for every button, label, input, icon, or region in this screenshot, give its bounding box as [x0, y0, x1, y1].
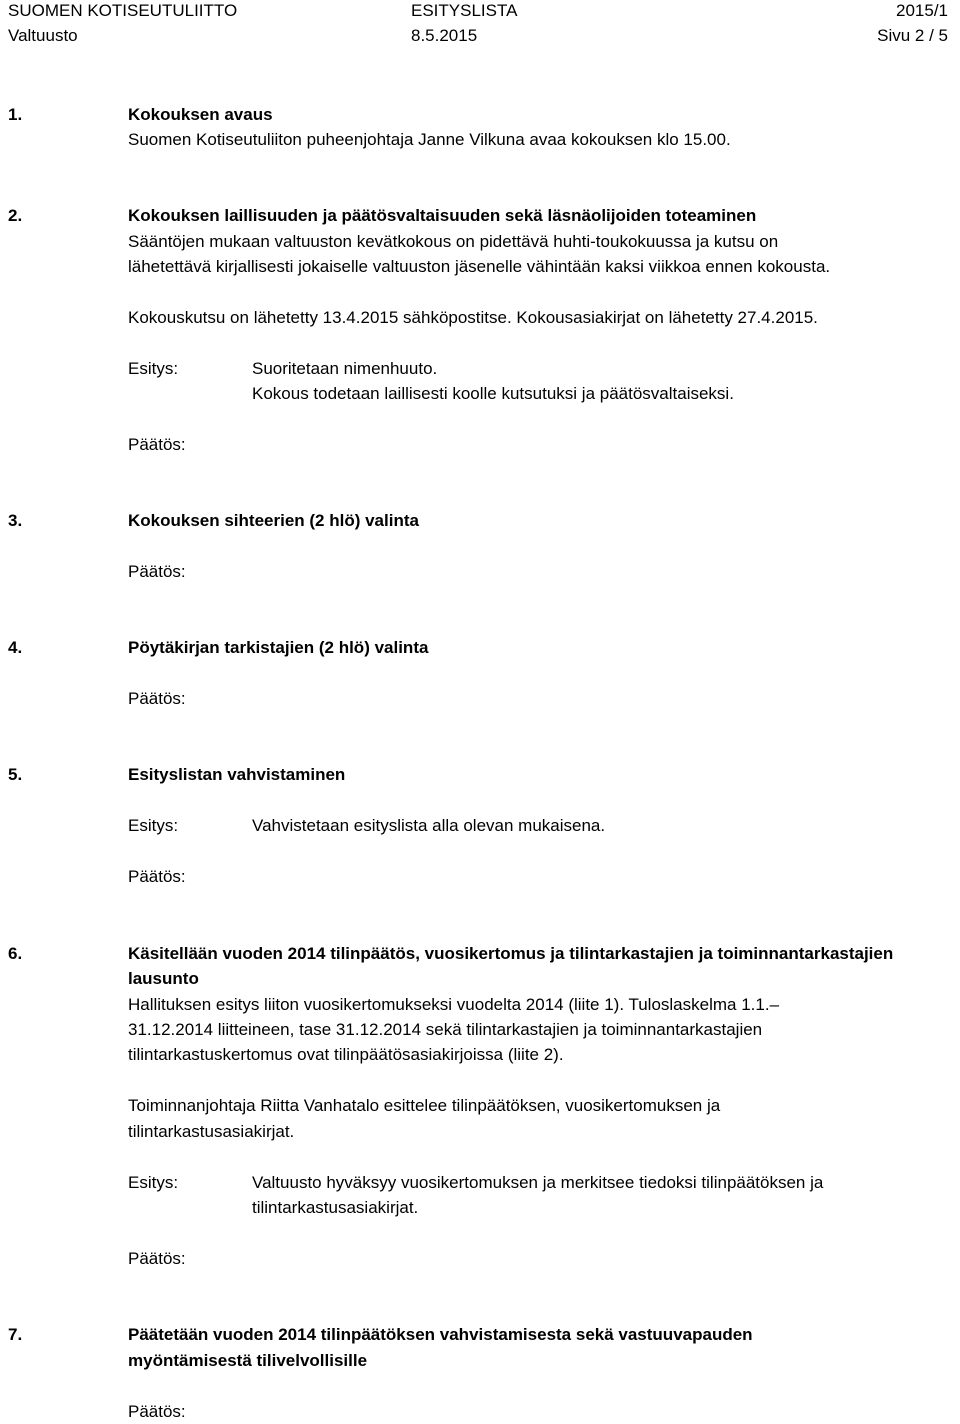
item-number: 2.: [8, 206, 23, 225]
item-note: Kokouskutsu on lähetetty 13.4.2015 sähköpostitse. Kokousasiakirjat on lähetetty 27.4.2015.: [128, 308, 818, 327]
proposal-label: Esitys:: [128, 816, 179, 835]
proposal-label: Esitys:: [128, 359, 179, 378]
proposal-line: Kokous todetaan laillisesti koolle kutsutuksi ja päätösvaltaiseksi.: [252, 384, 734, 403]
item-text-line: tilintarkastuskertomus ovat tilinpäätösasiakirjoissa (liite 2).: [128, 1045, 564, 1064]
item-title-line: lausunto: [128, 969, 199, 988]
proposal-label: Esitys:: [128, 1173, 179, 1192]
item-title-line: Päätetään vuoden 2014 tilinpäätöksen vahvistamisesta sekä vastuuvapauden: [128, 1325, 753, 1344]
decision-label: Päätös:: [128, 689, 186, 708]
item-number: 1.: [8, 105, 23, 124]
decision-label: Päätös:: [128, 1249, 186, 1268]
item-number: 6.: [8, 944, 23, 963]
item-number: 4.: [8, 638, 23, 657]
organization-name: SUOMEN KOTISEUTULIITTO: [8, 1, 238, 20]
proposal-line: Suoritetaan nimenhuuto.: [252, 359, 438, 378]
item-title-line: myöntämisestä tilivelvollisille: [128, 1351, 368, 1370]
item-number: 7.: [8, 1325, 23, 1344]
meeting-body: Valtuusto: [8, 26, 78, 45]
decision-label: Päätös:: [128, 435, 186, 454]
item-text-line: Hallituksen esitys liiton vuosikertomukseksi vuodelta 2014 (liite 1). Tuloslaskelma 1.1.–: [128, 995, 780, 1014]
item-number: 5.: [8, 765, 23, 784]
document-number: 2015/1: [896, 1, 948, 20]
item-title-line: Käsitellään vuoden 2014 tilinpäätös, vuosikertomus ja tilintarkastajien ja toiminnantarkastajien: [128, 944, 894, 963]
item-title: Esityslistan vahvistaminen: [128, 765, 346, 784]
presenter-line: tilintarkastusasiakirjat.: [128, 1122, 295, 1141]
document-type: ESITYSLISTA: [411, 1, 518, 20]
page-header-row-2: [8, 23, 948, 49]
item-text-line: 31.12.2014 liitteineen, tase 31.12.2014 sekä tilintarkastajien ja toiminnantarkastajien: [128, 1020, 763, 1039]
page-header-row-1: [8, 0, 948, 24]
page-number: Sivu 2 / 5: [877, 26, 948, 45]
decision-label: Päätös:: [128, 867, 186, 886]
item-title: Kokouksen avaus: [128, 105, 273, 124]
item-title: Pöytäkirjan tarkistajien (2 hlö) valinta: [128, 638, 429, 657]
presenter-line: Toiminnanjohtaja Riitta Vanhatalo esittelee tilinpäätöksen, vuosikertomuksen ja: [128, 1096, 721, 1115]
proposal-line: tilintarkastusasiakirjat.: [252, 1198, 419, 1217]
item-number: 3.: [8, 511, 23, 530]
decision-label: Päätös:: [128, 1402, 186, 1421]
item-title: Kokouksen laillisuuden ja päätösvaltaisuuden sekä läsnäolijoiden toteaminen: [128, 206, 757, 225]
proposal-text: Vahvistetaan esityslista alla olevan mukaisena.: [252, 816, 606, 835]
decision-label: Päätös:: [128, 562, 186, 581]
item-text-line: Sääntöjen mukaan valtuuston kevätkokous on pidettävä huhti-toukokuussa ja kutsu on: [128, 232, 779, 251]
item-text-line: lähetettävä kirjallisesti jokaiselle valtuuston jäsenelle vähintään kaksi viikkoa ennen kokousta.: [128, 257, 831, 276]
item-title: Kokouksen sihteerien (2 hlö) valinta: [128, 511, 419, 530]
meeting-date: 8.5.2015: [411, 26, 478, 45]
item-text: Suomen Kotiseutuliiton puheenjohtaja Janne Vilkuna avaa kokouksen klo 15.00.: [128, 130, 731, 149]
proposal-line: Valtuusto hyväksyy vuosikertomuksen ja merkitsee tiedoksi tilinpäätöksen ja: [252, 1173, 824, 1192]
